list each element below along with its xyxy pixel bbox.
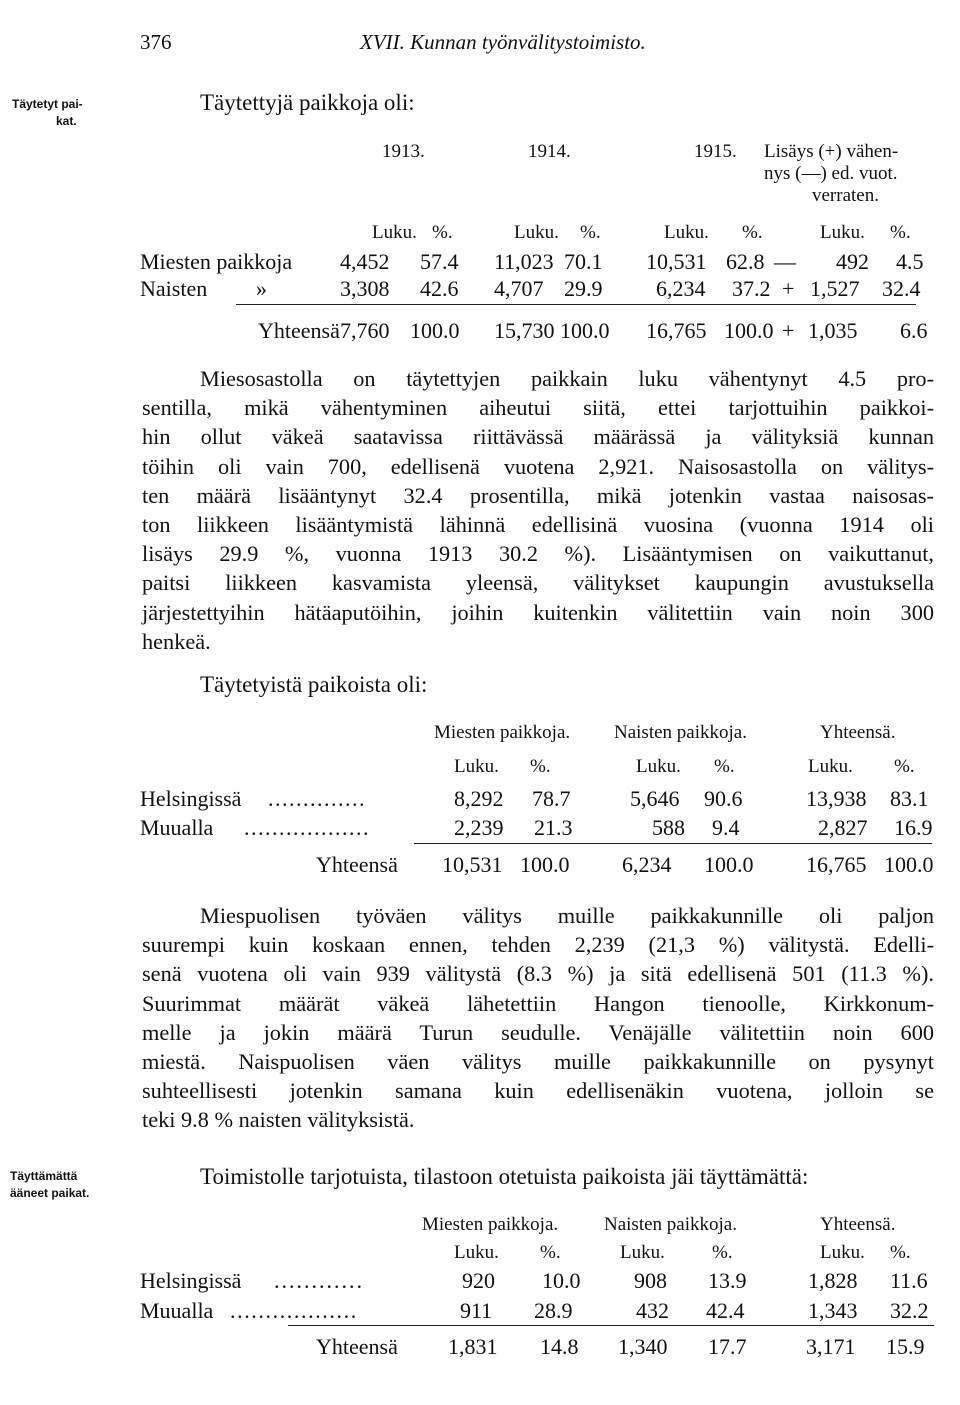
cell: 70.1	[564, 249, 603, 274]
table1-sub-header	[0, 222, 960, 250]
total-label: Yhteensä	[258, 318, 340, 343]
cell: 29.9	[564, 276, 603, 301]
row-label: Miesten paikkoja	[140, 249, 293, 274]
table1-caption: Täytettyjä paikkoja oli:	[200, 90, 415, 115]
running-title: XVII. Kunnan työnvälitystoimisto.	[360, 30, 646, 54]
text-line: melle ja jokin määrä Turun seudulle. Venäjälle välitettiin noin 600	[142, 1019, 934, 1045]
text-line: hin ollut väkeä saatavissa riittävässä määrässä ja välityksiä kunnan	[142, 424, 934, 450]
sign: —	[774, 249, 796, 274]
table3-rule	[288, 1325, 934, 1326]
table3-total-row	[0, 1334, 960, 1362]
margin-note-unfilled	[10, 1168, 89, 1202]
cell: 8,292	[454, 786, 504, 811]
text-line: paitsi liikkeen kasvamista yleensä, välitykset kaupungin avustuksella	[142, 570, 934, 596]
cell: 2,827	[818, 815, 868, 840]
cell: 1,343	[808, 1298, 858, 1323]
page-number: 376	[140, 30, 172, 54]
text-line: ten määrä lisääntynyt 32.4 prosentilla, mikä jotenkin vastaa naisosas-	[142, 482, 934, 508]
cell: 32.4	[882, 276, 921, 301]
cell: 5,646	[630, 786, 680, 811]
row-label: Helsingissä	[140, 1268, 242, 1293]
cell: 6.6	[900, 318, 928, 343]
change-header-2: nys (—) ed. vuot.	[764, 163, 898, 184]
cell: 492	[836, 249, 869, 274]
sub-luku: Luku.	[820, 1242, 865, 1263]
margin-note-line: ääneet paikat.	[10, 1186, 90, 1200]
paragraph-2	[142, 901, 934, 1135]
cell: 15,730	[494, 318, 555, 343]
table2-sub-header	[0, 756, 960, 784]
cell: 100.0	[884, 852, 934, 877]
cell: 16.9	[894, 815, 933, 840]
cell: 10.0	[542, 1268, 581, 1293]
text-line: teki 9.8 % naisten välityksistä.	[142, 1107, 415, 1133]
cell: 15.9	[886, 1334, 925, 1359]
text-line: miestä. Naispuolisen väen välitys muille paikkakunnille on pysynyt	[142, 1049, 934, 1075]
sign: +	[782, 318, 795, 343]
table-row	[0, 1298, 960, 1326]
cell: 100.0	[520, 852, 570, 877]
ditto-mark: »	[256, 276, 267, 301]
cell: 42.6	[420, 276, 459, 301]
sub-pct: %.	[432, 222, 453, 243]
group-header: Miesten paikkoja.	[434, 722, 571, 743]
table1-rule	[236, 304, 916, 305]
cell: 90.6	[704, 786, 743, 811]
cell: 42.4	[706, 1298, 745, 1323]
table1-change-header-3	[0, 185, 960, 213]
table2-rule	[414, 843, 932, 844]
cell: 28.9	[534, 1298, 573, 1323]
row-label: Helsingissä	[140, 786, 242, 811]
cell: 14.8	[540, 1334, 579, 1359]
table3-sub-header	[0, 1242, 960, 1270]
sub-luku: Luku.	[620, 1242, 665, 1263]
cell: 9.4	[712, 815, 740, 840]
cell: 83.1	[890, 786, 929, 811]
total-label: Yhteensä	[316, 1334, 398, 1359]
sub-luku: Luku.	[372, 222, 417, 243]
cell: 13,938	[806, 786, 867, 811]
sub-pct: %.	[530, 756, 551, 777]
cell: 4.5	[896, 249, 924, 274]
cell: 10,531	[646, 249, 707, 274]
change-header-1: Lisäys (+) vähen-	[764, 141, 899, 162]
cell: 7,760	[340, 318, 390, 343]
year-1913: 1913.	[382, 141, 425, 162]
cell: 4,452	[340, 249, 390, 274]
cell: 13.9	[708, 1268, 747, 1293]
cell: 911	[460, 1298, 493, 1323]
cell: 62.8	[726, 249, 765, 274]
text-line: Suurimmat määrät väkeä lähetettiin Hangon tienoolle, Kirkkonum-	[142, 990, 934, 1016]
table-row	[0, 786, 960, 814]
table2-total-row	[0, 852, 960, 880]
cell: 2,239	[454, 815, 504, 840]
row-label: Muualla	[140, 1298, 214, 1323]
cell: 16,765	[806, 852, 867, 877]
margin-note-line: kat.	[56, 114, 77, 128]
paragraph-1	[142, 364, 934, 656]
table3-caption: Toimistolle tarjotuista, tilastoon otetuista paikoista jäi täyttämättä:	[200, 1164, 809, 1189]
leader-dots: ..............	[268, 786, 366, 811]
table-row	[0, 1268, 960, 1296]
margin-note-filled	[12, 96, 83, 130]
cell: 11.6	[890, 1268, 928, 1293]
year-1914: 1914.	[528, 141, 571, 162]
cell: 1,527	[810, 276, 860, 301]
cell: 3,308	[340, 276, 390, 301]
cell: 10,531	[442, 852, 503, 877]
text-line: sentilla, mikä vähentyminen aiheutui siitä, ettei tarjottuihin paikkoi-	[142, 395, 934, 421]
group-header: Naisten paikkoja.	[614, 722, 747, 743]
table-row	[0, 815, 960, 843]
margin-note-line: Täyttämättä	[10, 1169, 78, 1183]
text-line: senä vuotena oli vain 939 välitystä (8.3 %) ja sitä edellisenä 501 (11.3 %).	[142, 961, 934, 987]
sub-luku: Luku.	[808, 756, 853, 777]
text-line: järjestettyihin hätäaputöihin, joihin kuitenkin välitettiin vain noin 300	[142, 599, 934, 625]
sub-luku: Luku.	[454, 756, 499, 777]
sub-pct: %.	[580, 222, 601, 243]
row-label: Naisten	[140, 276, 208, 301]
text-line: Miesosastolla on täytettyjen paikkain luku vähentynyt 4.5 pro-	[200, 366, 934, 391]
cell: 3,171	[806, 1334, 856, 1359]
cell: 1,035	[808, 318, 858, 343]
sub-pct: %.	[540, 1242, 561, 1263]
sub-pct: %.	[714, 756, 735, 777]
cell: 21.3	[534, 815, 573, 840]
sub-luku: Luku.	[664, 222, 709, 243]
sub-luku: Luku.	[514, 222, 559, 243]
table1-total-row	[0, 318, 960, 346]
sub-pct: %.	[742, 222, 763, 243]
text-line: ton liikkeen lisääntymistä lähinnä edellisinä vuosina (vuonna 1914 oli	[142, 512, 934, 538]
table3-group-header	[0, 1214, 960, 1242]
text-line: Miespuolisen työväen välitys muille paikkakunnille oli paljon	[200, 903, 934, 928]
table2-group-header	[0, 722, 960, 750]
leader-dots: ..................	[230, 1298, 358, 1323]
cell: 32.2	[890, 1298, 929, 1323]
sub-luku: Luku.	[454, 1242, 499, 1263]
sub-luku: Luku.	[636, 756, 681, 777]
table-row	[0, 249, 960, 277]
year-1915: 1915.	[694, 141, 737, 162]
cell: 1,828	[808, 1268, 858, 1293]
cell: 4,707	[494, 276, 544, 301]
margin-note-line: Täytetyt pai-	[12, 97, 83, 111]
leader-dots: ..................	[244, 815, 370, 840]
cell: 920	[462, 1268, 495, 1293]
table2-caption: Täytetyistä paikoista oli:	[200, 672, 428, 697]
sub-luku: Luku.	[820, 222, 865, 243]
row-label: Muualla	[140, 815, 214, 840]
cell: 78.7	[532, 786, 571, 811]
change-header-3: verraten.	[812, 185, 879, 206]
text-line: lisäys 29.9 %, vuonna 1913 30.2 %). Lisääntymisen on vaikuttanut,	[142, 541, 934, 567]
group-header: Yhteensä.	[820, 1214, 896, 1235]
cell: 1,340	[618, 1334, 668, 1359]
cell: 57.4	[420, 249, 459, 274]
cell: 6,234	[656, 276, 706, 301]
cell: 17.7	[708, 1334, 747, 1359]
sign: +	[782, 276, 795, 301]
group-header: Miesten paikkoja.	[422, 1214, 559, 1235]
text-line: suurempi kuin koskaan ennen, tehden 2,239 (21,3 %) välitystä. Edelli-	[142, 932, 934, 958]
text-line: töihin oli vain 700, edellisenä vuotena 2,921. Naisosastolla on välitys-	[142, 453, 934, 479]
cell: 6,234	[622, 852, 672, 877]
cell: 100.0	[724, 318, 774, 343]
cell: 16,765	[646, 318, 707, 343]
sub-pct: %.	[890, 222, 911, 243]
cell: 908	[634, 1268, 667, 1293]
table-row	[0, 276, 960, 304]
sub-pct: %.	[890, 1242, 911, 1263]
cell: 11,023	[494, 249, 554, 274]
cell: 100.0	[410, 318, 460, 343]
leader-dots: ............	[274, 1268, 364, 1293]
cell: 1,831	[448, 1334, 498, 1359]
group-header: Yhteensä.	[820, 722, 896, 743]
cell: 37.2	[732, 276, 771, 301]
group-header: Naisten paikkoja.	[604, 1214, 737, 1235]
text-line: suhteellisesti jotenkin samana kuin edellisenäkin vuotena, jolloin se	[142, 1078, 934, 1104]
cell: 588	[652, 815, 685, 840]
cell: 100.0	[704, 852, 754, 877]
sub-pct: %.	[712, 1242, 733, 1263]
sub-pct: %.	[894, 756, 915, 777]
cell: 100.0	[560, 318, 610, 343]
text-line: henkeä.	[142, 628, 211, 654]
cell: 432	[636, 1298, 669, 1323]
total-label: Yhteensä	[316, 852, 398, 877]
